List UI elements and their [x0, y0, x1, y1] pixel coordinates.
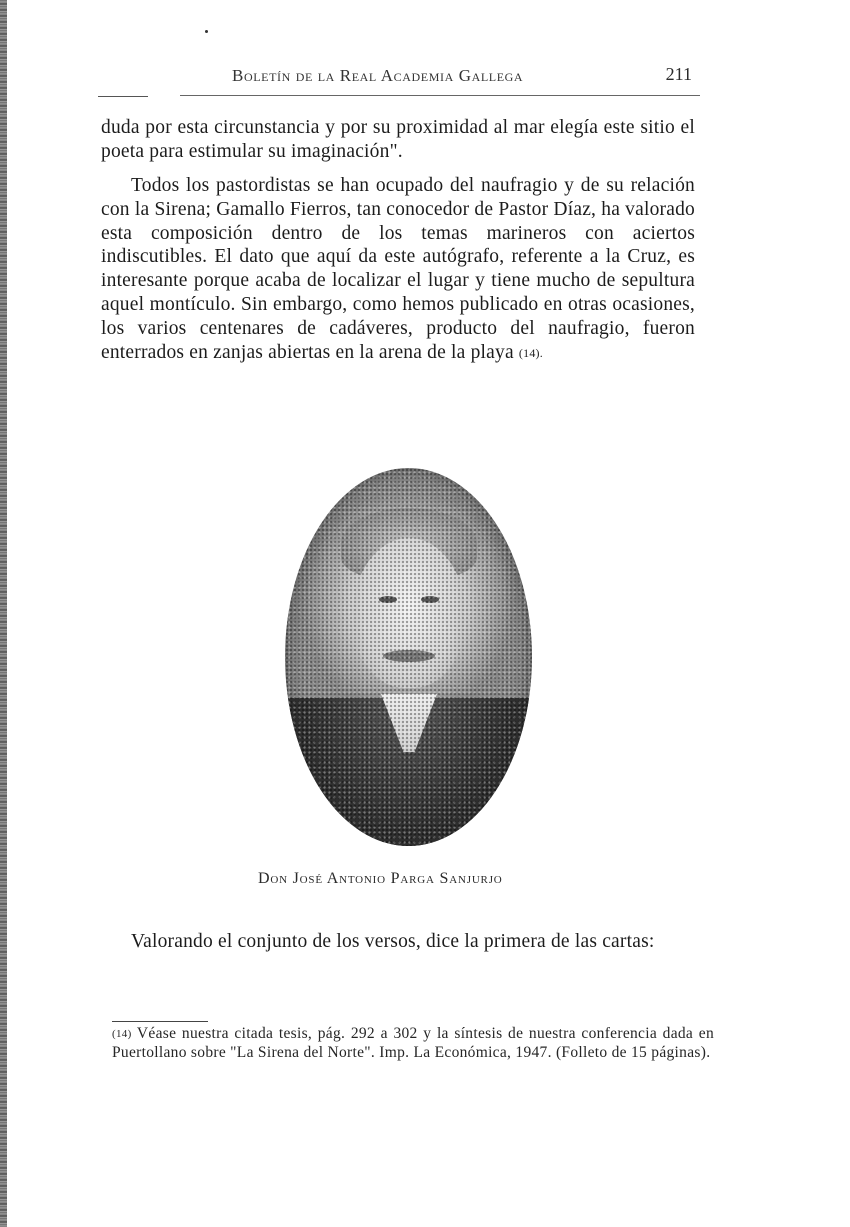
paragraph-1	[101, 116, 695, 164]
figure-caption: Don José Antonio Parga Sanjurjo	[258, 870, 503, 887]
footnote-reference: (14).	[518, 345, 543, 360]
page-binding-edge	[0, 0, 7, 1227]
running-title: Boletín de la Real Academia Gallega	[232, 66, 524, 85]
paragraph-1-text: duda por esta circunstancia y por su proximidad al mar elegía este sitio el poeta para estimular su imaginación".	[101, 117, 695, 162]
portrait-hair	[341, 508, 477, 578]
portrait-collar	[381, 694, 437, 752]
paragraph-2-wrapper	[101, 174, 695, 365]
paragraph-3	[101, 930, 695, 954]
footnote-wrapper	[112, 1025, 714, 1062]
page-number: 211	[665, 64, 692, 84]
paragraph-3-text: Valorando el conjunto de los versos, dice la primera de las cartas:	[131, 931, 655, 952]
footnote	[112, 1025, 714, 1062]
portrait-coat	[285, 698, 532, 846]
footnote-marker: (14)	[112, 1028, 132, 1040]
print-speck	[205, 30, 208, 33]
paragraph-2-text: Todos los pastordistas se han ocupado del naufragio y de su relación con la Sirena; Gamallo Fierros, tan conocedor de Pastor Díaz, ha valorado esta composición dentro de los temas marineros con aciertos indiscutibles. El dato que aquí da este autógrafo, referente a la Cruz, es interesante porque acaba de localizar el lugar y tiene mucho de sepultura aquel montículo. Sin embargo, como hemos publicado en otras ocasiones, los varios centenares de cadáveres, producto del naufragio, fueron enterrados en zanjas abiertas en la arena de la playa	[101, 175, 695, 363]
portrait-face	[353, 538, 465, 688]
footnote-text: Véase nuestra citada tesis, pág. 292 a 302 y la síntesis de nuestra conferencia dada en Puertollano sobre "La Sirena del Norte". Imp. La Económica, 1947. (Folleto de 15 páginas).	[112, 1025, 714, 1061]
header-rule-left	[98, 96, 148, 97]
paragraph-2	[101, 174, 695, 365]
footnote-rule	[112, 1021, 208, 1022]
portrait-eye-right	[421, 596, 439, 603]
header-rule	[180, 95, 700, 96]
portrait-figure	[285, 468, 532, 846]
portrait-photo	[285, 468, 532, 846]
running-head	[232, 64, 692, 88]
portrait-moustache	[383, 650, 435, 662]
portrait-eye-left	[379, 596, 397, 603]
